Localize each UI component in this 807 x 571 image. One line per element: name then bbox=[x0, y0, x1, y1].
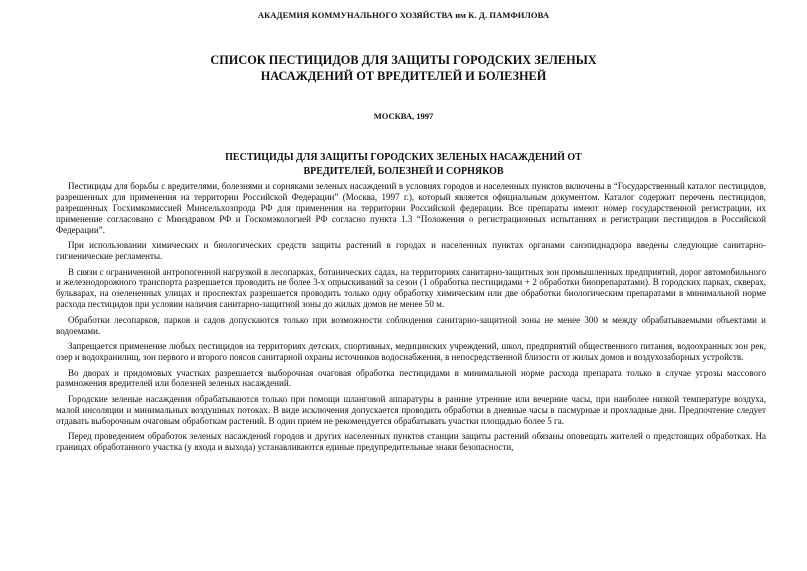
body-text bbox=[56, 181, 766, 458]
document-title-line-1: СПИСОК ПЕСТИЦИДОВ ДЛЯ ЗАЩИТЫ ГОРОДСКИХ ЗЕЛЕНЫХ bbox=[210, 53, 597, 67]
paragraph: Перед проведением обработок зеленых насаждений городов и других населенных пунктов станции защиты растений обязаны оповещать жителей о предстоящих обработках. На границах обработанного участка (у входа и выхода) устанавливаются единые предупредительные знаки безопасности, bbox=[56, 431, 766, 453]
city-year: МОСКВА, 1997 bbox=[373, 111, 434, 121]
paragraph: Запрещается применение любых пестицидов на территориях детских, спортивных, медицинских учреждений, школ, предприятий общественного питания, водоохранных зон рек, озер и водохранилищ, зон первого и второго поясов санитарной охраны источников водоснабжения, в непосредственной близости от жилых домов и воздухозаборных устройств. bbox=[56, 341, 766, 363]
paragraph: Пестициды для борьбы с вредителями, болезнями и сорняками зеленых насаждений в условиях городов и населенных пунктов включены в “Государственный каталог пестицидов, разрешенных для применения на территории Российской Федерации” (Москва, 1997 г.), который является официальным документом. Каталог содержит перечень пестицидов, разрешенных Госхимкомиссией Минсельхозпрода РФ для применения на территории Российской федерации. Все препараты имеют номер государственной регистрации, их применение согласовано с Минздравом РФ и Госкомэкологией РФ согласно пункта 1.3 “Положения о регистрационных испытаниях и регистрации пестицидов в Российской Федерации”. bbox=[56, 181, 766, 235]
paragraph: Обработки лесопарков, парков и садов допускаются только при возможности соблюдения санитарно-защитной зоны не менее 300 м между обрабатываемыми объектами и водоемами. bbox=[56, 314, 766, 336]
paragraph: Во дворах и придомовых участках разрешается выборочная очаговая обработка пестицидами в минимальной норме расхода препарата только в случае угрозы массового размножения вредителей или болезней зеленых насаждений. bbox=[56, 367, 766, 389]
section-title bbox=[0, 151, 807, 179]
paragraph: При использовании химических и биологических средств защиты растений в городах и населенных пунктах органами санэпиднадзора введены следующие санитарно-гигиенические регламенты. bbox=[56, 240, 766, 262]
document-title-line-2: НАСАЖДЕНИЙ ОТ ВРЕДИТЕЛЕЙ И БОЛЕЗНЕЙ bbox=[260, 68, 547, 83]
paragraph: Городские зеленые насаждения обрабатываются только при помощи шланговой аппаратуры в ранние утренние или вечерние часы, при наиболее низкой температуре воздуха, малой инсоляции и минимальных воздушных потоках. В виде исключения допускается проводить обработки в дневные часы в пасмурные и прохладные дни. Предпочтение следует отдавать выборочным очаговым обработкам растений. В один прием не рекомендуется обрабатывать участки площадью более 5 га. bbox=[56, 393, 766, 426]
section-title-line-1: ПЕСТИЦИДЫ ДЛЯ ЗАЩИТЫ ГОРОДСКИХ ЗЕЛЕНЫХ НАСАЖДЕНИЙ ОТ bbox=[225, 152, 582, 163]
paragraph: В связи с ограниченной антропогенной нагрузкой в лесопарках, ботанических садах, на территориях санитарно-защитных зон промышленных предприятий, дорог автомобильного и железнодорожного транспорта разрешается проводить не более 3-х опрыскиваний за сезон (1 обработка пестицидами + 2 обработки биопрепаратами). В городских парках, скверах, бульварах, на озелененных улицах и проспектах разрешается проводить только одну обработку химическим или две обработки биологическим препаратами в минимальной норме расхода пестицидов при условии наличия санитарно-защитной зоны до жилых домов не менее 50 м. bbox=[56, 266, 766, 310]
section-title-line-2: ВРЕДИТЕЛЕЙ, БОЛЕЗНЕЙ И СОРНЯКОВ bbox=[303, 166, 504, 177]
academy-name: АКАДЕМИЯ КОММУНАЛЬНОГО ХОЗЯЙСТВА им К. Д. ПАМФИЛОВА bbox=[257, 10, 550, 20]
document-title bbox=[0, 53, 807, 84]
